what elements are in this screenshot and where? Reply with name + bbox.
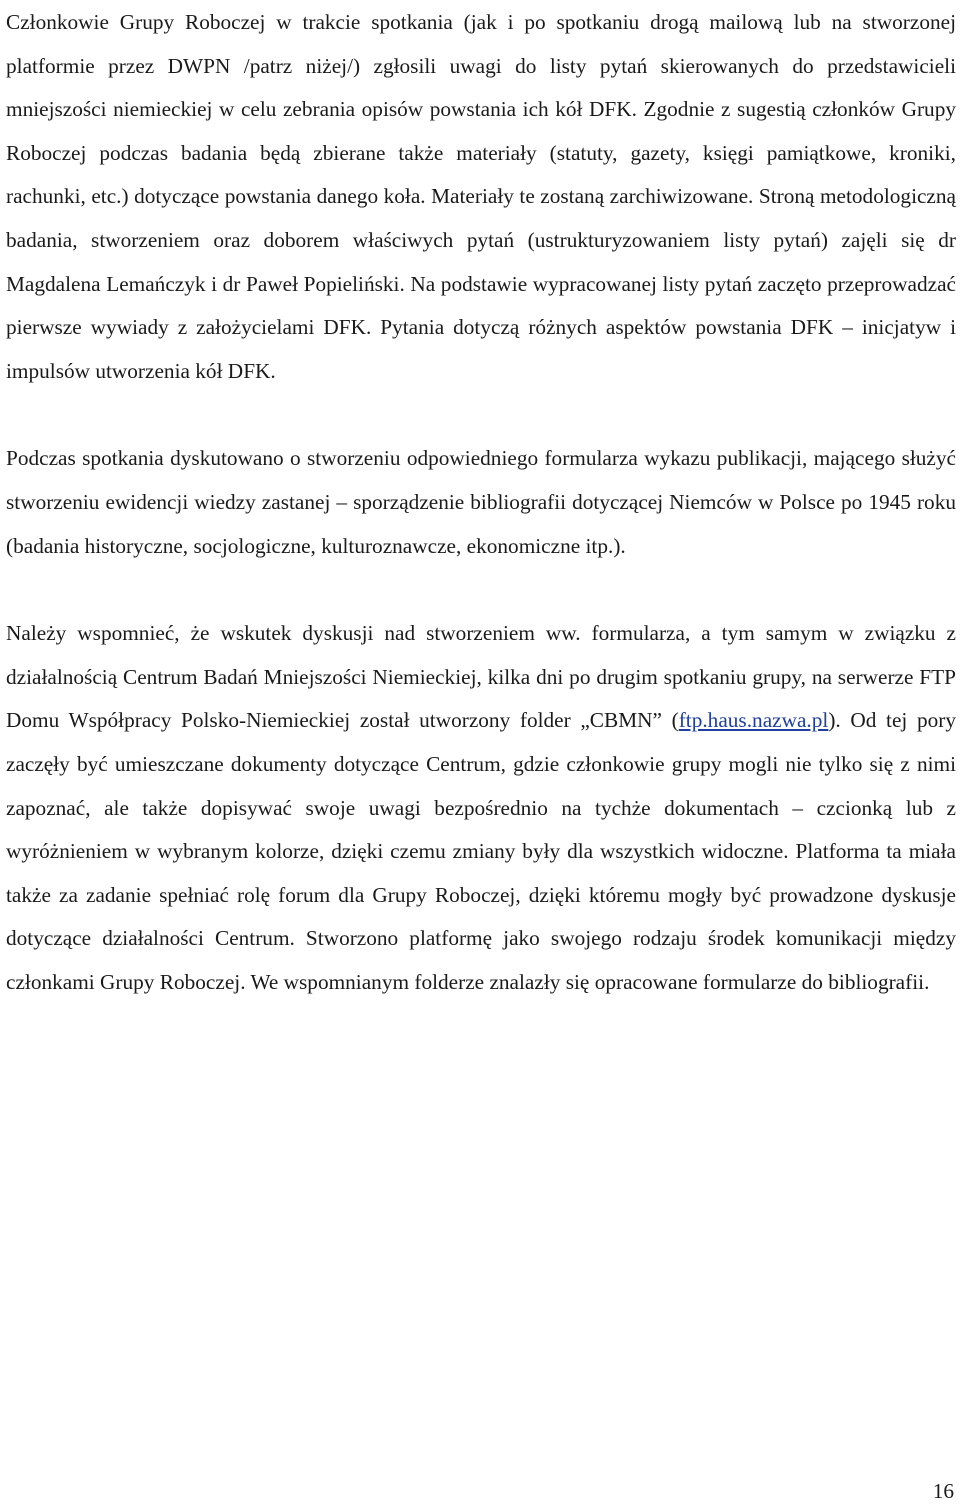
paragraph-text-after-link: ). Od tej pory zaczęły być umieszczane dokumenty dotyczące Centrum, gdzie członkowie grupy mogli nie tylko się z nimi zapoznać, ale także dopisywać swoje uwagi bezpośrednio na tychże dokumentach – czcionką lub z wyróżnieniem w wybranym kolorze, dzięki czemu zmiany były dla wszystkich widoczne. Platforma ta miała także za zadanie spełniać rolę forum dla Grupy Roboczej, dzięki któremu mogły być prowadzone dyskusje dotyczące działalności Centrum. Stworzono platformę jako swojego rodzaju środek komunikacji między członkami Grupy Roboczej. We wspomnianym folderze znalazły się opracowane formularze do bibliografii.	[6, 708, 957, 994]
document-body	[6, 0, 956, 1004]
page-number: 16	[932, 1479, 954, 1503]
paragraph-ftp-platform	[6, 612, 956, 1004]
paragraph-text-before-link: Należy wspomnieć, że wskutek dyskusji nad stworzeniem ww. formularza, a tym samym w związku z działalnością Centrum Badań Mniejszości Niemieckiej, kilka dni po drugim spotkaniu grupy, na serwerze FTP Domu Współpracy Polsko-Niemieckiej został utworzony folder „CBMN” (	[6, 621, 956, 733]
paragraph-working-group-remarks: Członkowie Grupy Roboczej w trakcie spotkania (jak i po spotkaniu drogą mailową lub na stworzonej platformie przez DWPN /patrz niżej/) zgłosili uwagi do listy pytań skierowanych do przedstawicieli mniejszości niemieckiej w celu zebrania opisów powstania ich kół DFK. Zgodnie z sugestią członków Grupy Roboczej podczas badania będą zbierane także materiały (statuty, gazety, księgi pamiątkowe, kroniki, rachunki, etc.) dotyczące powstania danego koła. Materiały te zostaną zarchiwizowane. Stroną metodologiczną badania, stworzeniem oraz doborem właściwych pytań (ustrukturyzowaniem listy pytań) zajęli się dr Magdalena Lemańczyk i dr Paweł Popieliński. Na podstawie wypracowanej listy pytań zaczęto przeprowadzać pierwsze wywiady z założycielami DFK. Pytania dotyczą różnych aspektów powstania DFK – inicjatyw i impulsów utworzenia kół DFK.	[6, 10, 956, 383]
paragraph-bibliography-form: Podczas spotkania dyskutowano o stworzeniu odpowiedniego formularza wykazu publikacji, mającego służyć stworzeniu ewidencji wiedzy zastanej – sporządzenie bibliografii dotyczącej Niemców w Polsce po 1945 roku (badania historyczne, socjologiczne, kulturoznawcze, ekonomiczne itp.).	[6, 446, 956, 558]
ftp-link[interactable]: ftp.haus.nazwa.pl	[678, 708, 829, 733]
